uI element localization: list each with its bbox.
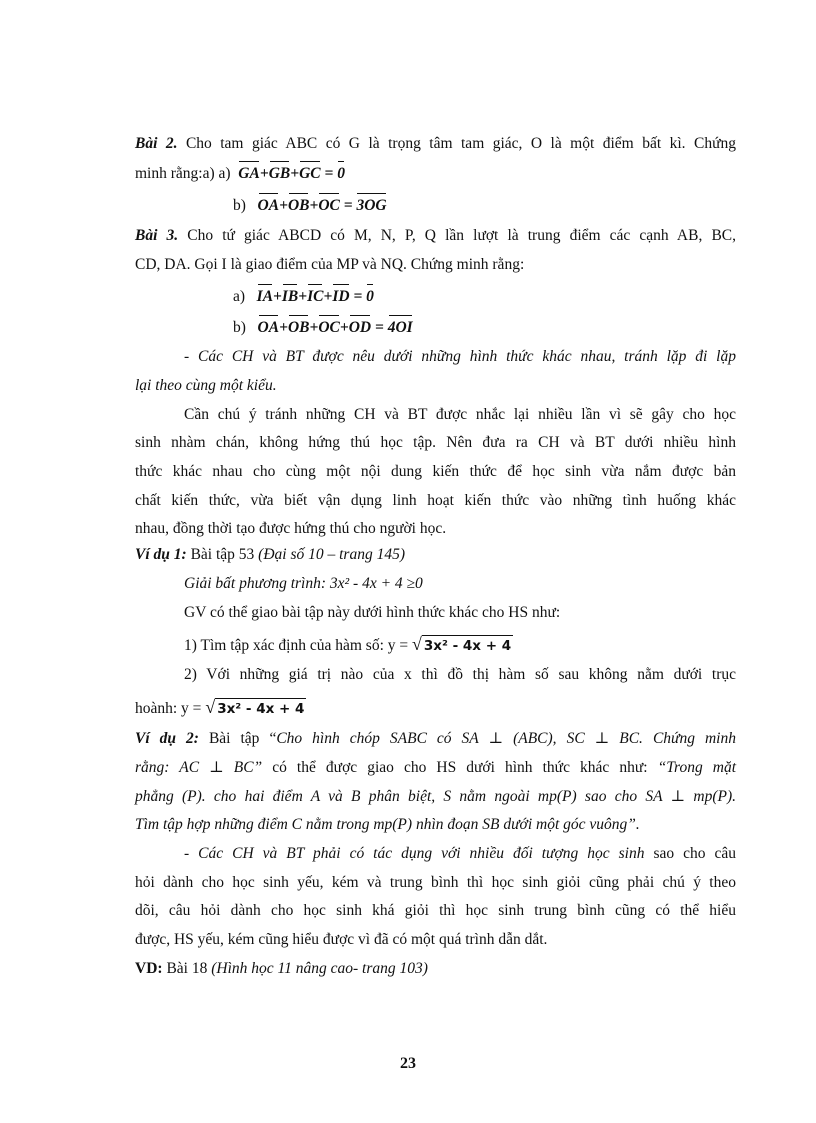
vd2-line2 <box>135 758 736 778</box>
p3-line4: được, HS yếu, kém cũng hiểu được vì đã có một quá trình dẫn dắt. <box>135 931 548 948</box>
bai3-line1 <box>135 226 736 246</box>
page-number: 23 <box>400 1055 416 1072</box>
vector-ia: IA <box>256 288 274 305</box>
bai2-prefix: minh rằng:a) a) <box>135 165 231 182</box>
vd1-q1-text: 1) Tìm tập xác định của hàm số: y = <box>184 637 412 654</box>
vd-text: Bài 18 <box>162 960 212 977</box>
vd2-text: Bài tập “ <box>198 730 277 747</box>
vector-ib: IB <box>281 288 299 305</box>
vd2-line1 <box>135 729 736 749</box>
bai2-text: Cho tam giác ABC có G là trọng tâm tam giác, O là một điểm bất kì. Chứng <box>177 135 736 152</box>
vector-zero: 0 <box>366 288 374 305</box>
vector-ob: OB <box>287 197 310 214</box>
vector-4oi: 4OI <box>387 319 413 336</box>
bai3-line3 <box>233 287 374 307</box>
p3-text: sao cho câu <box>644 845 736 862</box>
bai2-label: Bài 2. <box>135 135 178 152</box>
vector-ga: GA <box>238 165 260 182</box>
vd1-gv: GV có thể giao bài tập này dưới hình thức khác cho HS như: <box>184 604 561 621</box>
vd2-problem-end: rằng: AC ⊥ BC” <box>135 759 263 776</box>
bai2-equation-b: OA+OB+OC = 3OG <box>257 197 387 214</box>
vector-ic: IC <box>307 288 324 305</box>
vd2-alt-start: “Trong mặt <box>657 759 737 776</box>
vd1-q1 <box>184 634 513 656</box>
bai2-line3 <box>233 196 387 216</box>
bai3-equation-b: OA+OB+OC+OD = 4OI <box>257 319 413 336</box>
vector-od: OD <box>348 319 372 336</box>
bai3-label: Bài 3. <box>135 227 179 244</box>
vd2-text2: có thể được giao cho HS dưới hình thức khác như: <box>262 759 658 776</box>
sqrt-expression: √ 3x² - 4x + 4 <box>412 634 512 654</box>
vd-label: VD: <box>135 960 163 977</box>
vd1-task: Giải bất phương trình: 3x² - 4x + 4 ≥0 <box>184 575 423 592</box>
p3-italic: - Các CH và BT phải có tác dụng với nhiều đối tượng học sinh <box>184 845 645 862</box>
vector-oa: OA <box>257 197 280 214</box>
p2-line1: Cần chú ý tránh những CH và BT được nhắc lại nhiều lần vì sẽ gây cho học <box>184 406 736 423</box>
vd1-label: Ví dụ 1: <box>135 546 187 563</box>
vector-gc: GC <box>299 165 321 182</box>
vector-oc: OC <box>318 319 340 336</box>
vd-reference: (Hình học 11 nâng cao- trang 103) <box>211 960 428 977</box>
p1-line2: lại theo cùng một kiểu. <box>135 377 277 394</box>
bai2-b-label: b) <box>233 197 246 214</box>
radicand: 3x² - 4x + 4 <box>422 635 513 656</box>
vd1-q2-text: hoành: y = <box>135 700 206 717</box>
vector-3og: 3OG <box>356 197 387 214</box>
p3-line2: hỏi dành cho học sinh yếu, kém và trung bình thì học sinh giỏi cũng phải chú ý theo <box>135 874 736 891</box>
vd1-q2-line1: 2) Với những giá trị nào của x thì đồ thị hàm số sau không nằm dưới trục <box>184 666 736 683</box>
p1-line1: - Các CH và BT được nêu dưới những hình thức khác nhau, tránh lặp đi lặp <box>184 348 736 365</box>
vector-ob: OB <box>287 319 310 336</box>
vd-line <box>135 959 428 979</box>
p2-line4: chất kiến thức, vừa biết vận dụng linh hoạt kiến thức vào những tình huống khác <box>135 492 736 509</box>
bai2-line1 <box>135 134 736 154</box>
vd1-line1 <box>135 545 405 565</box>
vd2-line4: Tìm tập hợp những điểm C nằm trong mp(P) nhìn đoạn SB dưới một góc vuông”. <box>135 816 640 833</box>
p2-line3: thức khác nhau cho cùng một nội dung kiến thức để học sinh vừa nắm được bản <box>135 463 736 480</box>
vd2-line3: phẳng (P). cho hai điểm A và B phân biệt, S nằm ngoài mp(P) sao cho SA ⊥ mp(P). <box>135 788 736 805</box>
p3-line1 <box>184 844 736 864</box>
vector-gb: GB <box>268 165 291 182</box>
vd1-q2-line2 <box>135 697 306 719</box>
vector-id: ID <box>332 288 350 305</box>
vd2-problem: Cho hình chóp SABC có SA ⊥ (ABC), SC ⊥ BC. Chứng minh <box>276 730 736 747</box>
vd2-label: Ví dụ 2: <box>135 730 199 747</box>
bai3-line2: CD, DA. Gọi I là giao điểm của MP và NQ. Chứng minh rằng: <box>135 256 525 273</box>
bai3-equation-a: IA+IB+IC+ID = 0 <box>256 288 374 305</box>
bai2-equation-a: GA+GB+GC = 0 <box>238 165 345 182</box>
bai3-text: Cho tứ giác ABCD có M, N, P, Q lần lượt là trung điểm các cạnh AB, BC, <box>178 227 736 244</box>
p2-line5: nhau, đồng thời tạo được hứng thú cho người học. <box>135 520 447 537</box>
sqrt-expression: √ 3x² - 4x + 4 <box>205 697 305 717</box>
p2-line2: sinh nhàm chán, không hứng thú học tập. Nên đưa ra CH và BT dưới nhiều hình <box>135 434 736 451</box>
vector-oc: OC <box>318 197 340 214</box>
p3-line3: dõi, câu hỏi dành cho học sinh khá giỏi thì học sinh trung bình cũng có thể hiểu <box>135 902 736 919</box>
vector-zero: 0 <box>337 165 345 182</box>
radicand: 3x² - 4x + 4 <box>215 698 306 719</box>
bai3-a-label: a) <box>233 288 246 305</box>
bai2-line2 <box>135 164 345 184</box>
vector-oa: OA <box>257 319 280 336</box>
vd1-text: Bài tập 53 <box>186 546 259 563</box>
bai3-line4 <box>233 318 413 338</box>
vd1-reference: (Đại số 10 – trang 145) <box>258 546 405 563</box>
bai3-b-label: b) <box>233 319 246 336</box>
